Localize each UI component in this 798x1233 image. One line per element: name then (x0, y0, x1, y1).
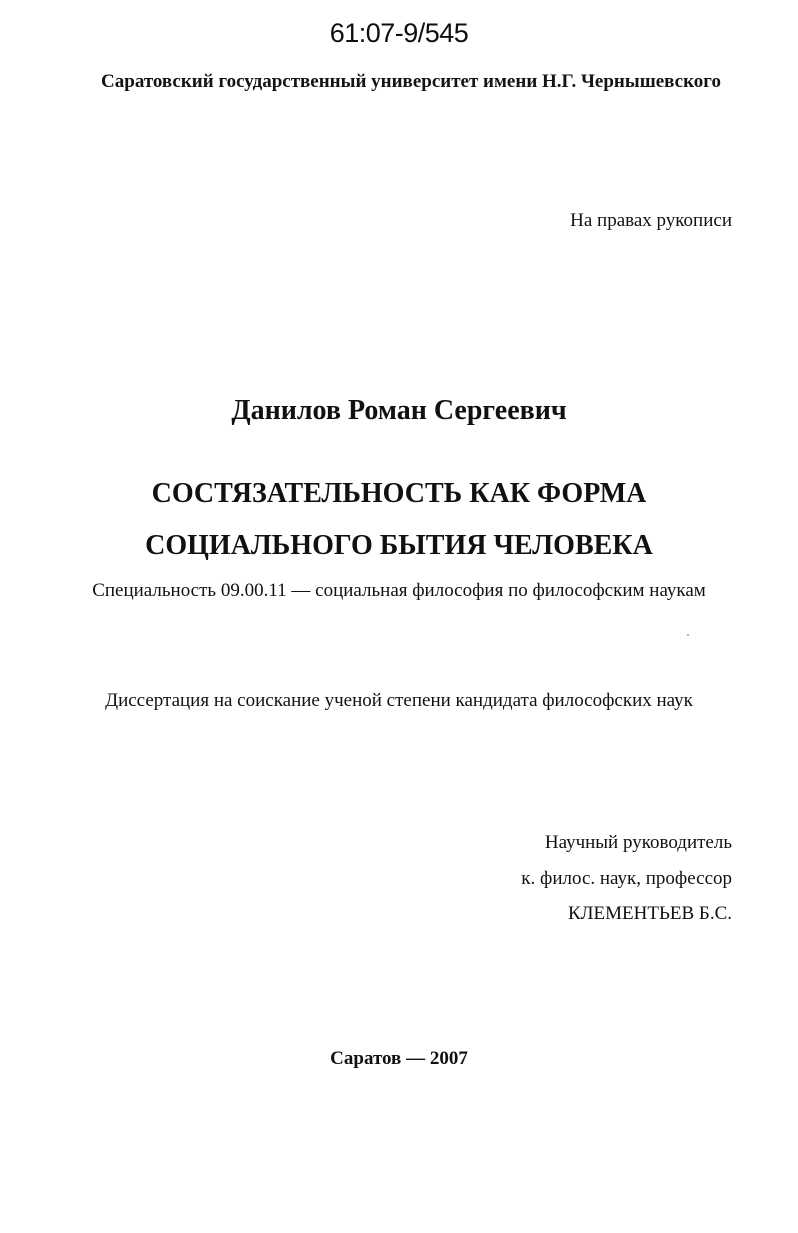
document-code: 61:07-9/545 (329, 18, 469, 48)
supervisor-label: Научный руководитель (544, 832, 732, 853)
dissertation-line: Диссертация на соискание ученой степени кандидата философских наук (105, 690, 693, 711)
supervisor-degree: к. филос. наук, профессор (521, 868, 732, 889)
city-year: Саратов — 2007 (330, 1048, 468, 1069)
title-line-1: СОСТЯЗАТЕЛЬНОСТЬ КАК ФОРМА (151, 478, 647, 509)
supervisor-name: КЛЕМЕНТЬЕВ Б.С. (567, 903, 732, 924)
rights-note: На правах рукописи (570, 210, 732, 231)
title-line-2: СОЦИАЛЬНОГО БЫТИЯ ЧЕЛОВЕКА (145, 530, 653, 561)
specialty-line: Специальность 09.00.11 — социальная философия по философским наукам (92, 580, 706, 601)
university-name: Саратовский государственный университет имени Н.Г. Чернышевского (101, 71, 721, 92)
scan-speck (687, 634, 689, 636)
author-name: Данилов Роман Сергеевич (231, 395, 567, 426)
